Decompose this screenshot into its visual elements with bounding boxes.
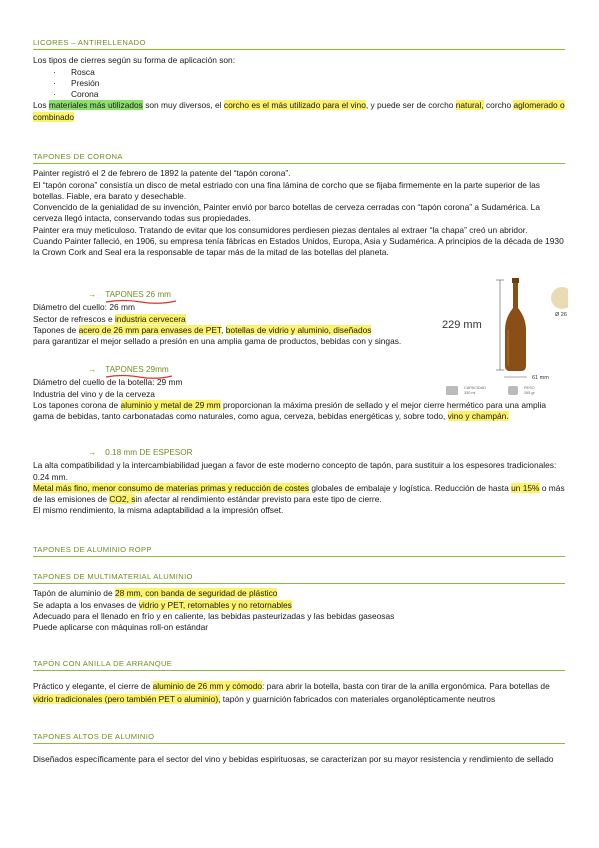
section-altos-aluminio: TAPONES ALTOS DE ALUMINIO Diseñados específicamente para el sector del vino y bebidas espirituosas, se caracterizan por su mayor resistencia y rendimiento de sellado: [33, 731, 565, 766]
highlight: un 15%: [511, 482, 540, 493]
highlight: aluminio y metal de 29 mm: [120, 399, 221, 410]
highlight: corcho es el más utilizado para el vino: [223, 100, 366, 111]
weight-icon: [508, 386, 518, 395]
highlight: 28 mm, con banda de seguridad de plástico: [114, 588, 278, 599]
closure-types-list: [33, 67, 565, 101]
highlight: acero de 26 mm para envases de PET: [78, 324, 222, 335]
highlight: materiales más utilizados: [48, 100, 143, 111]
weight-text: PESO 265 gr: [524, 386, 535, 395]
section-anilla: TAPÓN CON ANILLA DE ARRANQUE Práctico y elegante, el cierre de aluminio de 26 mm y cómodo: para abrir la botella, basta con tirar de la anilla ergonómica. Para botellas de vidrio tradicionales (pero también PET o aluminio), tapón y guarnición fabricados con materiales organolépticamente neutros: [33, 658, 565, 706]
bullet-icon: ·: [53, 77, 56, 88]
subsection-espesor: → 0.18 mm DE ESPESOR La alta compatibilidad y la intercambiabilidad juegan a favor de este moderno concepto de tapón, para sustituir a los espesores tradicionales: 0.24 mm. Metal más fino, menor consumo de materias primas y reducción de costes globales de embalaje y logística. Reducción de hasta un 15% o más de las emisiones de CO2, sin afectar al rendimiento estándar previsto para este tipo de cierre. El mismo rendimiento, la misma adaptabilidad a la impresión offset.: [33, 448, 565, 516]
list-item: · Presión: [53, 77, 100, 88]
bullet-icon: ·: [53, 89, 56, 100]
highlight: aglomerado o combinado: [33, 100, 565, 122]
width-label: 61 mm: [532, 375, 549, 381]
subsection-26mm: → TAPONES 26 mm Diámetro del cuello: 26 mm Sector de refrescos e industria cervecera Tapones de acero de 26 mm para envases de PET, botellas de vidrio y aluminio, diseñados para garantizar el mejor sellado a presión en una amplia gama de productos, bebidas con y singas.: [33, 289, 453, 347]
highlight: botellas de vidrio y aluminio, diseñados: [225, 324, 372, 335]
highlight: vidrio y PET, retornables y no retornables: [138, 599, 292, 610]
section-title: TAPONES DE MULTIMATERIAL ALUMINIO: [33, 571, 565, 584]
list-item: · Rosca: [53, 66, 95, 77]
history-paragraph: Painter era muy meticuloso. Tratando de evitar que los consumidores perdiesen piezas dentales al extraer “la chapa” creó un abridor.: [33, 224, 528, 235]
section-title: TAPONES ALTOS DE ALUMINIO: [33, 731, 565, 744]
arrow-icon: →: [88, 448, 97, 457]
subsection-title: → TAPONES 29mm: [33, 364, 533, 375]
highlight: CO2, s: [109, 494, 136, 505]
highlight: aluminio de 26 mm y cómodo: [152, 681, 263, 692]
materials-paragraph: Los materiales más utilizados son muy diversos, el corcho es el más utilizado para el vino, y puede ser de corcho natural, corcho aglomerado o combinado: [33, 100, 565, 122]
highlight: vino y champán.: [447, 411, 509, 422]
subsection-title: → 0.18 mm DE ESPESOR: [88, 448, 193, 457]
highlight: vidrio tradicionales (pero también PET o aluminio),: [33, 694, 221, 705]
intro-text: Los tipos de cierres según su forma de aplicación son:: [33, 55, 236, 66]
history-paragraph: Cuando Painter falleció, en 1906, su empresa tenía fábricas en Estados Unidos, Europa, Asia y Sudamérica. A principios de la década de 1930 la Crown Cork and Seal era la responsable de tapar más de la mitad de las botellas del planeta.: [33, 236, 564, 258]
subsection-29mm: → TAPONES 29mm Diámetro del cuello de la botella: 29 mm Industria del vino y de la cerveza Los tapones corona de aluminio y metal de 29 mm proporcionan la máxima presión de sellado y el mejor cierre hermético para una amplia gama de bebidas, tanto carbonatadas como naturales, como agua, cerveza, bebidas energéticas y, sobre todo, vino y champán.: [33, 365, 547, 422]
section-licores: [33, 37, 565, 123]
section-title: LICORES – ANTIRELLENADO: [33, 37, 565, 50]
cap-label: Ø 26: [555, 312, 567, 318]
bottle-diagram: [438, 274, 568, 414]
highlight: industria cervecera: [114, 313, 186, 324]
red-underline: [105, 299, 177, 304]
section-title: TAPONES DE ALUMINIO ROPP: [33, 544, 565, 557]
arrow-icon: →: [88, 365, 97, 374]
height-label: 229 mm: [442, 319, 482, 331]
bullet-icon: ·: [53, 66, 56, 77]
arrow-icon: →: [88, 290, 97, 299]
bottle-icon: [505, 278, 526, 371]
highlight: Metal más fino, menor consumo de materias primas y reducción de costes: [33, 482, 310, 493]
section-title: TAPONES DE CORONA: [33, 151, 565, 164]
history-paragraph: El “tapón corona” consistía un disco de metal estriado con una fina lámina de corcho que se fijaba firmemente en la parte superior de las botellas. Fiable, era barato y desechable.: [33, 179, 540, 201]
history-paragraph: Convencido de la genialidad de su invención, Painter envió por barco botellas de cerveza cerradas con “tapón corona” a Sudamérica. La cerveza llegó intacta, conservando todas sus propiedades.: [33, 202, 540, 224]
history-paragraph: Painter registró el 2 de febrero de 1892 la patente del “tapón corona”.: [33, 168, 291, 179]
bottle-figure: [438, 274, 568, 414]
list-item: · Corona: [53, 89, 99, 100]
capacity-icon: [446, 386, 458, 395]
cap-icon: [551, 287, 568, 309]
section-multimaterial: TAPONES DE MULTIMATERIAL ALUMINIO Tapón de aluminio de 28 mm, con banda de seguridad de plástico Se adapta a los envases de vidrio y PET, retornables y no retornables Adecuado para el llenado en frío y en caliente, las bebidas pasteurizadas y las bebidas gaseosas Puede aplicarse con máquinas roll-on estándar: [33, 571, 565, 633]
subsection-title: → TAPONES 26 mm: [33, 289, 453, 300]
section-title: TAPÓN CON ANILLA DE ARRANQUE: [33, 658, 565, 671]
red-underline: [105, 374, 173, 379]
capacity-text: CAPACIDAD 330 ml: [464, 386, 486, 395]
highlight: natural,: [455, 100, 484, 111]
section-aluminio-ropp: [33, 544, 565, 557]
